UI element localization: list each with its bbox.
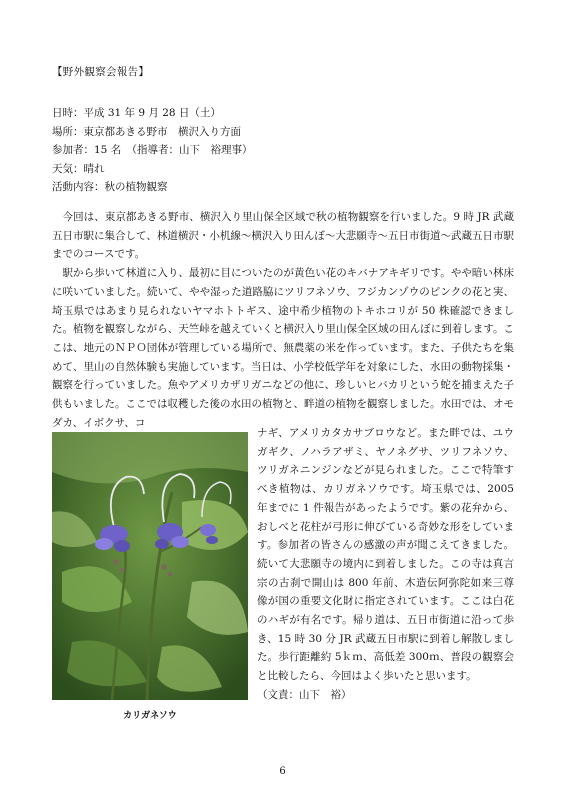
report-body-full-width [52, 208, 514, 432]
event-place: 場所：東京都あきる野市 横沢入り方面 [52, 125, 241, 138]
event-info-block [52, 104, 252, 197]
report-section-title: 【野外観察会報告】 [52, 66, 150, 78]
report-paragraph-observations: 駅から歩いて林道に入り、最初に目についたのが黄色い花のキバナアキギリです。やや暗い林床に咲いていました。続いて、やや湿った道路脇にツリフネソウ、フジカンゾウのピンクの花と実、埼玉県ではあまり見られないヤマホトトギス、途中希少植物のトキホコリが 50 株確認できました。植物を観察しながら、天竺峠を越えていくと横沢入り里山保全区域の田んぼに到着します。ここは、地元のＮＰＯ団体が管理している場所で、無農薬の米を作っています。また、子供たちを集めて、里山の自然体験も実施しています。当日は、小学校低学年を対象にした、水田の動物採集・観察を行っていました。魚やアメリカザリガニなどの他に、珍しいヒバカリという蛇を捕まえた子供もいました。ここでは収穫した後の水田の植物と、畔道の植物を観察しました。水田では、オモダカ、イボクサ、コ [52, 267, 514, 429]
event-weather: 天気：晴れ [52, 162, 105, 175]
karigane-sou-photo [52, 432, 248, 700]
report-paragraph-continued: ナギ、アメリカタカサブロウなど。また畔では、ユウガギク、ノハラアザミ、ヤノネグサ、ツリフネソウ、ツリガネニンジンなどが見られました。ここで特筆すべき植物は、カリガネソウです。埼玉県では、2005 年までに 1 件報告があったようです。紫の花弁から、おしべと花柱が弓形に伸びている奇妙な形をしています。参加者の皆さんの感激の声が聞こえてきました。続いて大悲願寺の境内に到着しました。この寺は真言宗の古刹で開山は 800 年前、木造伝阿弥陀如来三尊像が国の重要文化財に指定されています。ここは白花のハギが有名です。帰り道は、五日市街道に沿って歩き、15 時 30 分 JR 武蔵五日市駅に到着し解散しました。歩行距離約 5ｋｍ、高低差 300ｍ、普段の観察会と比較したら、今回はよく歩いたと思います。 [257, 427, 514, 683]
report-paragraph-intro: 今回は、東京都あきる野市、横沢入り里山保全区域で秋の植物観察を行いました。9 時 JR 武蔵五日市駅に集合して、林道横沢・小机線〜横沢入り田んぼ〜大悲願寺〜五日市街道〜武蔵五日市駅までのコースです。 [52, 211, 514, 261]
photo-caption: カリガネソウ [123, 711, 177, 721]
report-body-side-column [257, 424, 514, 705]
page-number: 6 [279, 766, 286, 777]
event-date: 日時：平成 31 年 9 月 28 日（土） [52, 107, 221, 119]
event-activity: 活動内容：秋の植物観察 [52, 181, 168, 193]
event-participants: 参加者：15 名 （指導者：山下 裕理事） [52, 144, 253, 156]
report-author-credit: （文責：山下 裕） [257, 688, 352, 701]
